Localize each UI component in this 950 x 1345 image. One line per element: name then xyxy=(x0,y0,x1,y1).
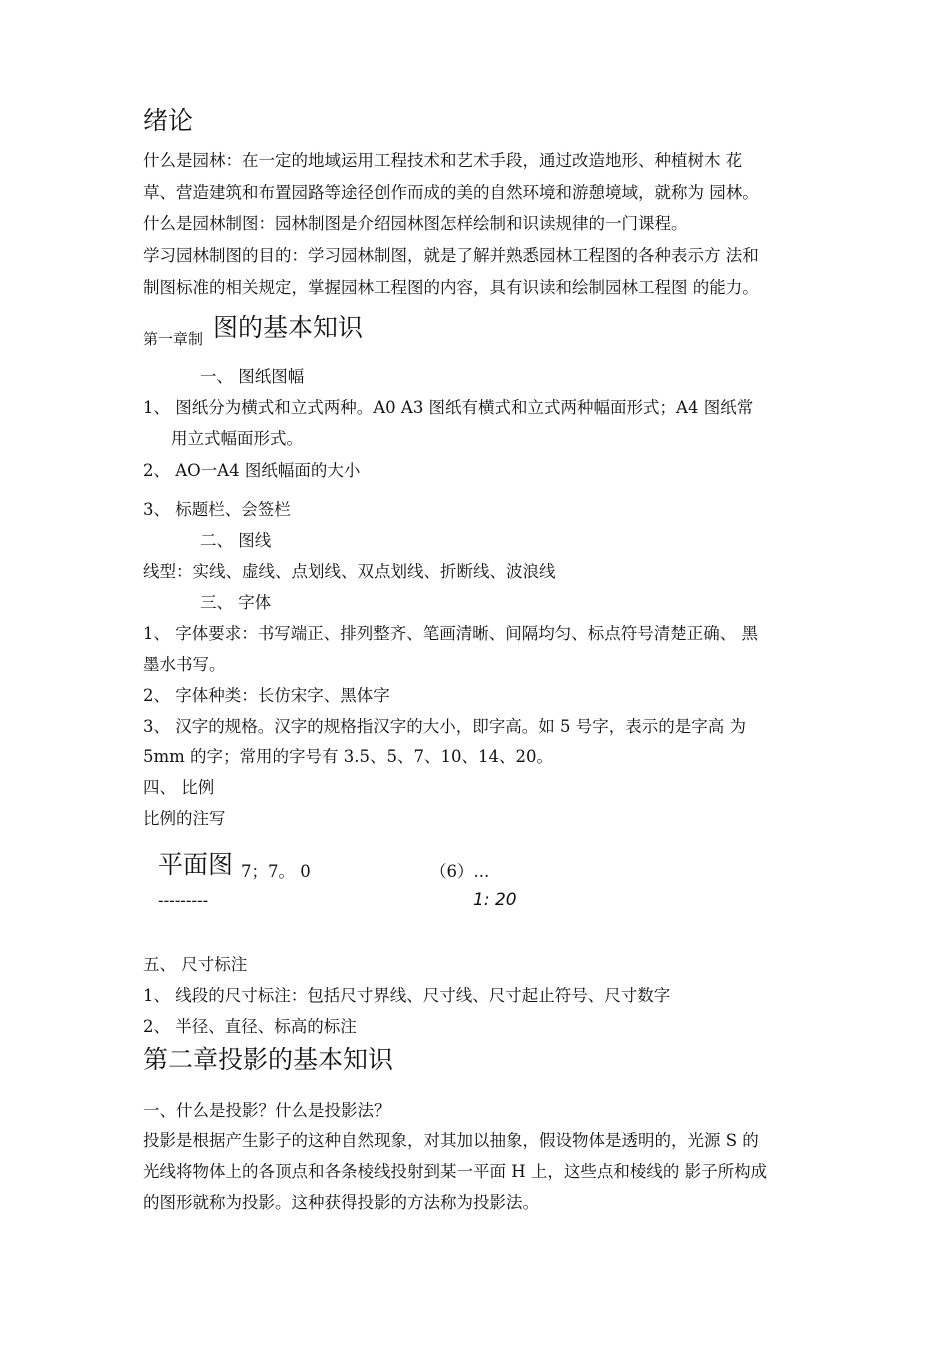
list-item-continuation: 墨水书写。 xyxy=(143,655,226,674)
intro-p1-line2: 草、营造建筑和布置园路等途径创作而成的美的自然环境和游憩境域，就称为 园林。 xyxy=(143,183,759,202)
paragraph-line: 投影是根据产生影子的这种自然现象，对其加以抽象，假设物体是透明的，光源 S 的 xyxy=(143,1131,759,1150)
scale-example-ratio: 1: 20 xyxy=(473,890,517,910)
intro-p1-line1: 什么是园林：在一定的地域运用工程技术和艺术手段，通过改造地形、种植树木 花 xyxy=(143,151,743,170)
paragraph: 比例的注写 xyxy=(143,809,226,828)
paragraph-line: 的图形就称为投影。这种获得投影的方法称为投影法。 xyxy=(143,1193,539,1212)
section-heading: 一、 图纸图幅 xyxy=(200,367,305,386)
paragraph-line: 光线将物体上的各顶点和各条棱线投射到某一平面 H 上，这些点和棱线的 影子所构成 xyxy=(143,1162,768,1181)
list-item-continuation: 5mm 的字；常用的字号有 3.5、5、7、10、14、20。 xyxy=(143,747,554,766)
list-item: 2、 AO一A4 图纸幅面的大小 xyxy=(143,461,361,480)
chapter1-title-large: 图的基本知识 xyxy=(213,313,364,342)
intro-title: 绪论 xyxy=(143,106,194,135)
list-item: 3、 汉字的规格。汉字的规格指汉字的大小，即字高。如 5 号字，表示的是字高 为 xyxy=(143,717,746,736)
section-heading: 五、 尺寸标注 xyxy=(143,955,248,974)
list-item: 1、 线段的尺寸标注：包括尺寸界线、尺寸线、尺寸起止符号、尺寸数字 xyxy=(143,986,671,1005)
list-item: 2、 字体种类：长仿宋字、黑体字 xyxy=(143,686,390,705)
intro-p3-line1: 学习园林制图的目的：学习园林制图，就是了解并熟悉园林工程图的各种表示方 法和 xyxy=(143,246,759,265)
paragraph: 线型：实线、虚线、点划线、双点划线、折断线、波浪线 xyxy=(143,562,556,581)
intro-p2: 什么是园林制图：园林制图是介绍园林图怎样绘制和识读规律的一门课程。 xyxy=(143,214,688,233)
scale-example-label: 平面图 xyxy=(158,850,234,879)
scale-example-right: （6）... xyxy=(430,862,490,881)
list-item: 2、 半径、直径、标高的标注 xyxy=(143,1017,357,1036)
list-item: 3、 标题栏、会签栏 xyxy=(143,500,291,519)
section-heading: 二、 图线 xyxy=(200,531,272,550)
section-heading: 四、 比例 xyxy=(143,778,215,797)
list-item-continuation: 用立式幅面形式。 xyxy=(171,429,303,448)
list-item: 1、 图纸分为横式和立式两种。A0 A3 图纸有横式和立式两种幅面形式；A4 图纸常 xyxy=(143,398,754,417)
section-heading: 三、 字体 xyxy=(200,593,272,612)
intro-p3-line2: 制图标准的相关规定，掌握园林工程图的内容，具有识读和绘制园林工程图 的能力。 xyxy=(143,278,759,297)
scale-example-left: 7；7。 0 xyxy=(241,862,311,881)
list-item: 1、 字体要求：书写端正、排列整齐、笔画清晰、间隔均匀、标点符号清楚正确、 黑 xyxy=(143,624,758,643)
scale-example-dashes: --------- xyxy=(158,891,209,910)
chapter2-title: 第二章投影的基本知识 xyxy=(143,1045,394,1074)
section-heading: 一、什么是投影？什么是投影法？ xyxy=(143,1101,391,1120)
chapter1-title-small: 第一章制 xyxy=(143,330,204,348)
